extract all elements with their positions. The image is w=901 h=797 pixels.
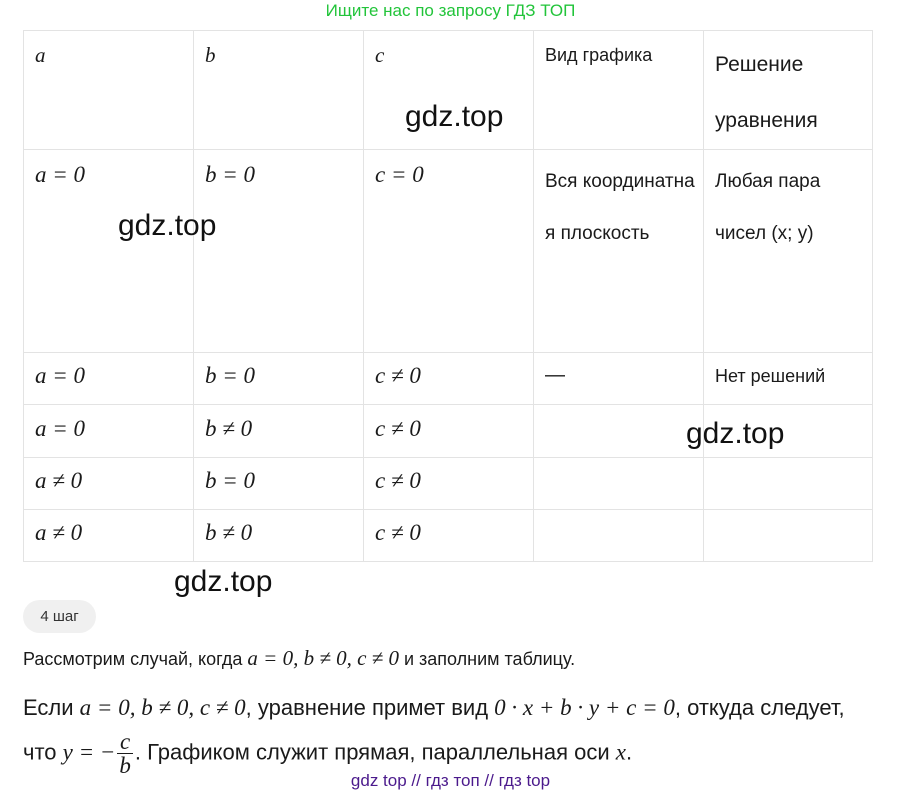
watermark-text: gdz.top [174, 565, 273, 598]
cell-a: a ≠ 0 [35, 520, 83, 545]
watermark-text: gdz.top [686, 417, 785, 450]
cell-a: a = 0 [35, 363, 86, 388]
footer-links[interactable]: gdz top // гдз топ // гдз top [350, 771, 551, 790]
cell-solution: Любая пара чисел (x; y) [715, 171, 821, 244]
fraction: $\frac{c}{b}$ [119, 729, 131, 778]
cell-c: c = 0 [375, 162, 424, 187]
header-cell-c: c [364, 31, 534, 150]
cell-graph: Вся координатная плоскость [545, 171, 695, 244]
step-badge: 4 шаг [23, 600, 96, 633]
search-hint-link[interactable]: Ищите нас по запросу ГДЗ ТОП [325, 1, 576, 20]
cell-b: b ≠ 0 [205, 416, 253, 441]
watermark-text: gdz.top [118, 209, 217, 242]
header-cell-solution: Решение уравнения [704, 31, 873, 150]
case-condition: a = 0, b ≠ 0, c ≠ 0 [247, 646, 399, 670]
header-cell-graph: Вид графика [534, 31, 704, 150]
equation-formula: 0 · x + b · y + c = 0 [494, 695, 675, 720]
cell-a: a ≠ 0 [35, 468, 83, 493]
cell-b: b = 0 [205, 468, 256, 493]
cell-b: b = 0 [205, 363, 256, 388]
axis-name: x [615, 739, 626, 765]
cell-a: a = 0 [35, 416, 86, 441]
cell-c: c ≠ 0 [375, 363, 421, 388]
header-cell-a: a [24, 31, 194, 150]
cell-c: c ≠ 0 [375, 468, 421, 493]
cell-c: c ≠ 0 [375, 520, 421, 545]
cell-c: c ≠ 0 [375, 416, 421, 441]
table-row [24, 510, 873, 562]
y-formula: y = − [62, 739, 116, 765]
cell-b: b ≠ 0 [205, 520, 253, 545]
watermark-text: gdz.top [405, 100, 504, 133]
cell-solution: Нет решений [715, 366, 826, 386]
table-row [24, 458, 873, 510]
cell-graph: — [545, 364, 565, 386]
solution-paragraph: Если a = 0, b ≠ 0, c ≠ 0, уравнение примет вид 0 · x + b · y + c = 0, откуда следует, что y = − $\frac{c}{b}$ . Графиком служит прямая, параллельная оси x. [23, 695, 845, 778]
condition-formula: a = 0, b ≠ 0, c ≠ 0 [79, 695, 246, 720]
header-cell-b: b [194, 31, 364, 150]
step-description: Рассмотрим случай, когда a = 0, b ≠ 0, c ≠ 0 и заполним таблицу. [23, 646, 576, 670]
table-row [24, 150, 873, 353]
cell-b: b = 0 [205, 162, 256, 187]
table-row [24, 353, 873, 405]
cell-a: a = 0 [35, 162, 86, 187]
